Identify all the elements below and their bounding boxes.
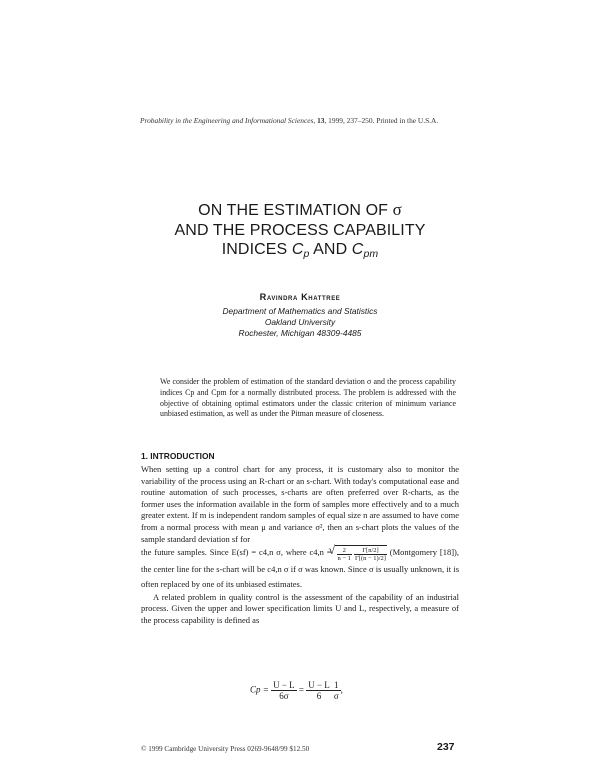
cp-equation: Cp = $\frac{U - L}{6\sigma}$ = $\frac{U - L}{6}$ $\frac{1}{\sigma}$ ,: [250, 680, 343, 701]
address: Rochester, Michigan 48309-4485: [238, 328, 362, 338]
paper-title: [0, 200, 600, 260]
running-head: Probability in the Engineering and Informational Sciences, 13, 1999, 237–250. Printed in the U.S.A.: [140, 116, 439, 125]
journal-details: , 1999, 237–250. Printed in the U.S.A.: [324, 116, 439, 125]
university: Oakland University: [264, 317, 336, 327]
title-line-3: INDICES $C_p$ AND $C_{pm}$: [221, 241, 379, 260]
author-affiliation: [0, 306, 600, 339]
eq-fraction-1: $\frac{U - L}{6\sigma}$: [273, 680, 295, 701]
paragraph-1: When setting up a control chart for any process, it is customary also to monitor the variability of the process using an R-chart or an s-chart. With today's computational ease and routine automation of such processes, s-charts are often preferred over R-charts, as the former uses the information available in the form of samples more effectively and to a much greater extent. If m is independent random samples of equal size n are assumed to have come from a normal process with mean μ and variance σ², then an s-chart plots the values of the sample standard deviation sf for: [141, 464, 459, 544]
paragraph-1-tail: the future samples. Since E(sf) = c4,n σ, where c4,n = √ $\frac{2}{n - 1}$ $\frac{\Gamma[n/2]}{\Gamma[(n - 1)/2]}$ (Montgomery [18]), the center line for the s-chart will be c4,n σ if σ was known. Since σ is usually unknown, it is often replaced by one of its unbiased estimates.: [141, 545, 459, 592]
body-text: [141, 464, 459, 626]
page-number: 237: [437, 741, 455, 753]
abstract: We consider the problem of estimation of the standard deviation σ and the process capability indices Cp and Cpm for a normally distributed process. The problem is addressed with the objective of obtaining optimal estimators under the classic criterion of minimum variance unbiased estimation, as well as under the Pitman measure of closeness.: [160, 377, 456, 419]
sigma-symbol: σ: [392, 200, 402, 219]
title-line-1: ON THE ESTIMATION OF σ: [198, 200, 402, 219]
eq-fraction-3: $\frac{1}{\sigma}$: [333, 680, 339, 701]
cpm-symbol: $C_{pm}$: [351, 241, 379, 260]
title-line-2: AND THE PROCESS CAPABILITY: [174, 221, 426, 239]
cp-symbol: $C_p$: [291, 241, 310, 260]
copyright-line: © 1999 Cambridge University Press 0269-9648/99 $12.50: [141, 745, 310, 753]
section-heading: 1. INTRODUCTION: [141, 451, 215, 461]
sqrt-expression: √ $\frac{2}{n - 1}$ $\frac{\Gamma[n/2]}{\Gamma[(n - 1)/2]}$: [335, 545, 387, 562]
journal-volume: 13: [317, 116, 325, 125]
author-name: Ravindra Khattree: [259, 292, 341, 302]
paragraph-2: A related problem in quality control is the assessment of the capability of an industrial process. Given the upper and lower specification limits U and L, respectively, a measure of the process capability is defined as: [141, 591, 459, 625]
journal-name: Probability in the Engineering and Informational Sciences: [140, 116, 314, 125]
department: Department of Mathematics and Statistics: [222, 306, 378, 316]
eq-fraction-2: $\frac{U - L}{6}$: [308, 680, 330, 701]
